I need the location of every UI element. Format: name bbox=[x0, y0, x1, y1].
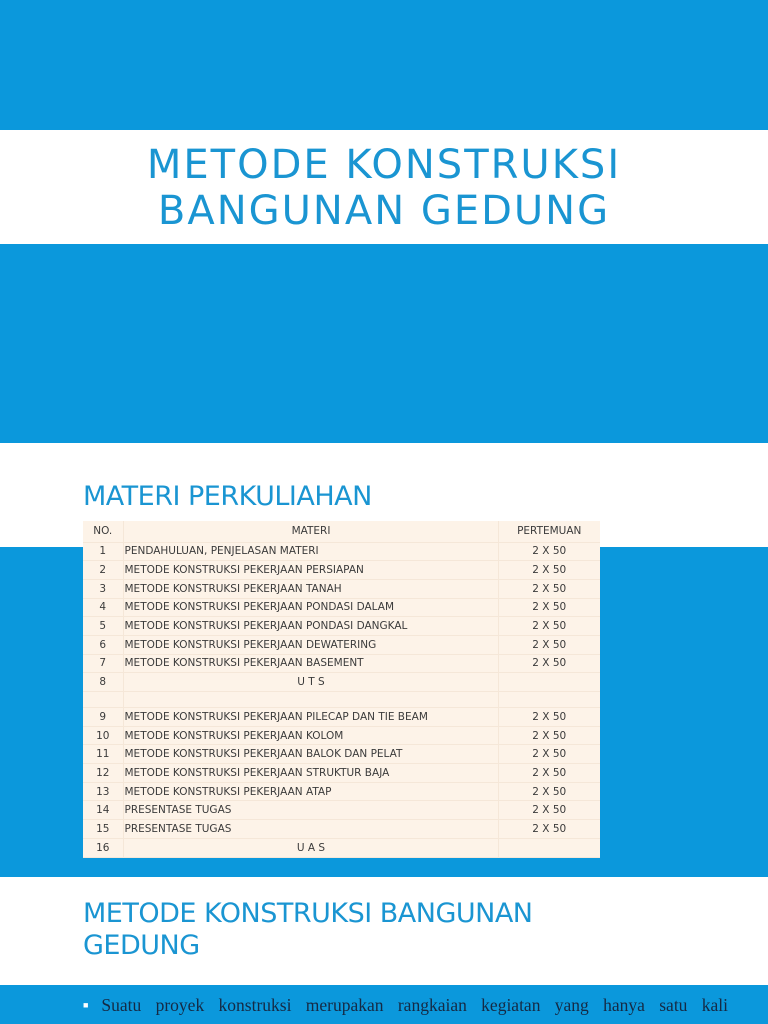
cell-no: 10 bbox=[83, 726, 123, 745]
cell-no: 1 bbox=[83, 542, 123, 561]
cell-no: 11 bbox=[83, 745, 123, 764]
cell-pertemuan: 2 X 50 bbox=[498, 635, 600, 654]
cell-no: 15 bbox=[83, 820, 123, 839]
spacer-cell bbox=[83, 692, 123, 708]
table-header-row bbox=[83, 521, 600, 542]
title-line-2: BANGUNAN GEDUNG bbox=[157, 188, 611, 234]
cell-pertemuan: 2 X 50 bbox=[498, 708, 600, 727]
title-slide-title bbox=[0, 142, 768, 234]
cell-pertemuan: 2 X 50 bbox=[498, 764, 600, 783]
table-row-uts bbox=[83, 673, 600, 692]
header-pertemuan: PERTEMUAN bbox=[498, 521, 600, 542]
cell-pertemuan: 2 X 50 bbox=[498, 542, 600, 561]
cell-materi: METODE KONSTRUKSI PEKERJAAN BALOK DAN PELAT bbox=[123, 745, 498, 764]
table-row bbox=[83, 745, 600, 764]
cell-materi: METODE KONSTRUKSI PEKERJAAN TANAH bbox=[123, 579, 498, 598]
table-row bbox=[83, 542, 600, 561]
table-row bbox=[83, 635, 600, 654]
cell-pertemuan: 2 X 50 bbox=[498, 726, 600, 745]
content-heading-line-1: METODE KONSTRUKSI BANGUNAN bbox=[83, 898, 533, 929]
cell-materi: METODE KONSTRUKSI PEKERJAAN PERSIAPAN bbox=[123, 561, 498, 580]
table-row bbox=[83, 782, 600, 801]
cell-materi: METODE KONSTRUKSI PEKERJAAN ATAP bbox=[123, 782, 498, 801]
content-heading-line-2: GEDUNG bbox=[83, 930, 200, 961]
cell-no: 12 bbox=[83, 764, 123, 783]
cell-materi: METODE KONSTRUKSI PEKERJAAN PONDASI DALAM bbox=[123, 598, 498, 617]
cell-pertemuan: 2 X 50 bbox=[498, 820, 600, 839]
cell-materi: METODE KONSTRUKSI PEKERJAAN DEWATERING bbox=[123, 635, 498, 654]
table-row bbox=[83, 801, 600, 820]
cell-pertemuan: 2 X 50 bbox=[498, 561, 600, 580]
cell-materi: U A S bbox=[123, 838, 498, 857]
cell-no: 8 bbox=[83, 673, 123, 692]
bullet-icon: ■ bbox=[83, 1000, 99, 1010]
table-row bbox=[83, 764, 600, 783]
cell-no: 13 bbox=[83, 782, 123, 801]
cell-no: 4 bbox=[83, 598, 123, 617]
materi-table bbox=[83, 521, 600, 858]
cell-materi: METODE KONSTRUKSI PEKERJAAN BASEMENT bbox=[123, 654, 498, 673]
cell-pertemuan: 2 X 50 bbox=[498, 782, 600, 801]
cell-no: 7 bbox=[83, 654, 123, 673]
cell-pertemuan: 2 X 50 bbox=[498, 579, 600, 598]
cell-pertemuan: 2 X 50 bbox=[498, 745, 600, 764]
spacer-cell bbox=[498, 692, 600, 708]
cell-no: 9 bbox=[83, 708, 123, 727]
cell-pertemuan: 2 X 50 bbox=[498, 617, 600, 636]
bullet-paragraph bbox=[83, 993, 728, 1017]
cell-materi: METODE KONSTRUKSI PEKERJAAN KOLOM bbox=[123, 726, 498, 745]
cell-materi: PENDAHULUAN, PENJELASAN MATERI bbox=[123, 542, 498, 561]
cell-no: 3 bbox=[83, 579, 123, 598]
table-spacer-row bbox=[83, 692, 600, 708]
table-row bbox=[83, 579, 600, 598]
table-row bbox=[83, 561, 600, 580]
header-materi: MATERI bbox=[123, 521, 498, 542]
cell-materi: METODE KONSTRUKSI PEKERJAAN PONDASI DANGKAL bbox=[123, 617, 498, 636]
cell-no: 2 bbox=[83, 561, 123, 580]
materi-slide-heading: MATERI PERKULIAHAN bbox=[83, 481, 372, 512]
cell-no: 14 bbox=[83, 801, 123, 820]
cell-no: 6 bbox=[83, 635, 123, 654]
bullet-text: Suatu proyek konstruksi merupakan rangkaian kegiatan yang hanya satu kali bbox=[101, 995, 729, 1015]
table-row bbox=[83, 598, 600, 617]
cell-pertemuan: 2 X 50 bbox=[498, 801, 600, 820]
table-row bbox=[83, 820, 600, 839]
cell-materi: PRESENTASE TUGAS bbox=[123, 820, 498, 839]
spacer-cell bbox=[123, 692, 498, 708]
table-row bbox=[83, 708, 600, 727]
table-row-uas bbox=[83, 838, 600, 857]
cell-no: 16 bbox=[83, 838, 123, 857]
title-slide-bottom-band bbox=[0, 244, 768, 443]
content-slide-heading bbox=[83, 898, 533, 962]
title-slide-top-band bbox=[0, 0, 768, 130]
cell-pertemuan: 2 X 50 bbox=[498, 654, 600, 673]
title-line-1: METODE KONSTRUKSI bbox=[146, 142, 622, 188]
table-row bbox=[83, 726, 600, 745]
cell-no: 5 bbox=[83, 617, 123, 636]
table-row bbox=[83, 617, 600, 636]
header-no: NO. bbox=[83, 521, 123, 542]
cell-pertemuan bbox=[498, 673, 600, 692]
table-row bbox=[83, 654, 600, 673]
cell-pertemuan: 2 X 50 bbox=[498, 598, 600, 617]
cell-materi: METODE KONSTRUKSI PEKERJAAN STRUKTUR BAJA bbox=[123, 764, 498, 783]
cell-materi: METODE KONSTRUKSI PEKERJAAN PILECAP DAN TIE BEAM bbox=[123, 708, 498, 727]
cell-materi: U T S bbox=[123, 673, 498, 692]
cell-pertemuan bbox=[498, 838, 600, 857]
cell-materi: PRESENTASE TUGAS bbox=[123, 801, 498, 820]
